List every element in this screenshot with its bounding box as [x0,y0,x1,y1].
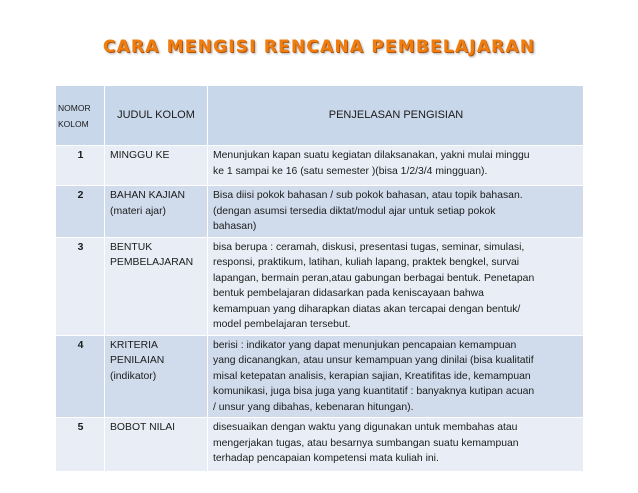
row-number: 3 [56,237,105,335]
row-title: BOBOT NILAI [105,418,208,472]
row-number: 4 [56,335,105,418]
row-title: BENTUK PEMBELAJARAN [105,237,208,335]
table-row [56,335,584,418]
table-row [56,237,584,335]
header-judul-kolom: JUDUL KOLOM [105,86,208,146]
row-description: berisi : indikator yang dapat menunjukan pencapaian kemampuan yang dicanangkan, atau unsur kemampuan yang dinilai (bisa kualitatif misal ketepatan analisis, kerapian sajian, Kreatifitas ide, kemampuan komunikasi, juga bisa juga yang kuantitatif : banyaknya kutipan acuan / unsur yang dibahas, kebenaran hitungan). [208,335,584,418]
table-row [56,186,584,238]
row-title: BAHAN KAJIAN (materi ajar) [105,186,208,238]
row-description: bisa berupa : ceramah, diskusi, presentasi tugas, seminar, simulasi, responsi, praktikum, latihan, kuliah lapang, praktek bengkel, survai lapangan, bermain peran,atau gabungan berbagai bentuk. Penetapan bentuk pembelajaran didasarkan pada keniscayaan bahwa kemampuan yang diharapkan diatas akan tercapai dengan bentuk/ model pembelajaran tersebut. [208,237,584,335]
row-number: 5 [56,418,105,472]
row-title: MINGGU KE [105,146,208,186]
header-penjelasan-pengisian: PENJELASAN PENGISIAN [208,86,584,146]
row-description: disesuaikan dengan waktu yang digunakan untuk membahas atau mengerjakan tugas, atau besarnya sumbangan suatu kemampuan terhadap pencapaian kompetensi mata kuliah ini. [208,418,584,472]
row-description: Menunjukan kapan suatu kegiatan dilaksanakan, yakni mulai minggu ke 1 sampai ke 16 (satu semester )(bisa 1/2/3/4 mingguan). [208,146,584,186]
table-header-row [56,86,584,146]
row-number: 2 [56,186,105,238]
header-nomor-kolom: NOMOR KOLOM [56,86,105,146]
table-row [56,146,584,186]
row-description: Bisa diisi pokok bahasan / sub pokok bahasan, atau topik bahasan. (dengan asumsi tersedia diktat/modul ajar untuk setiap pokok bahasan) [208,186,584,238]
slide-title: CARA MENGISI RENCANA PEMBELAJARAN [102,37,536,57]
table-row [56,418,584,472]
row-title: KRITERIA PENILAIAN (indikator) [105,335,208,418]
explanation-table [55,85,584,472]
row-number: 1 [56,146,105,186]
